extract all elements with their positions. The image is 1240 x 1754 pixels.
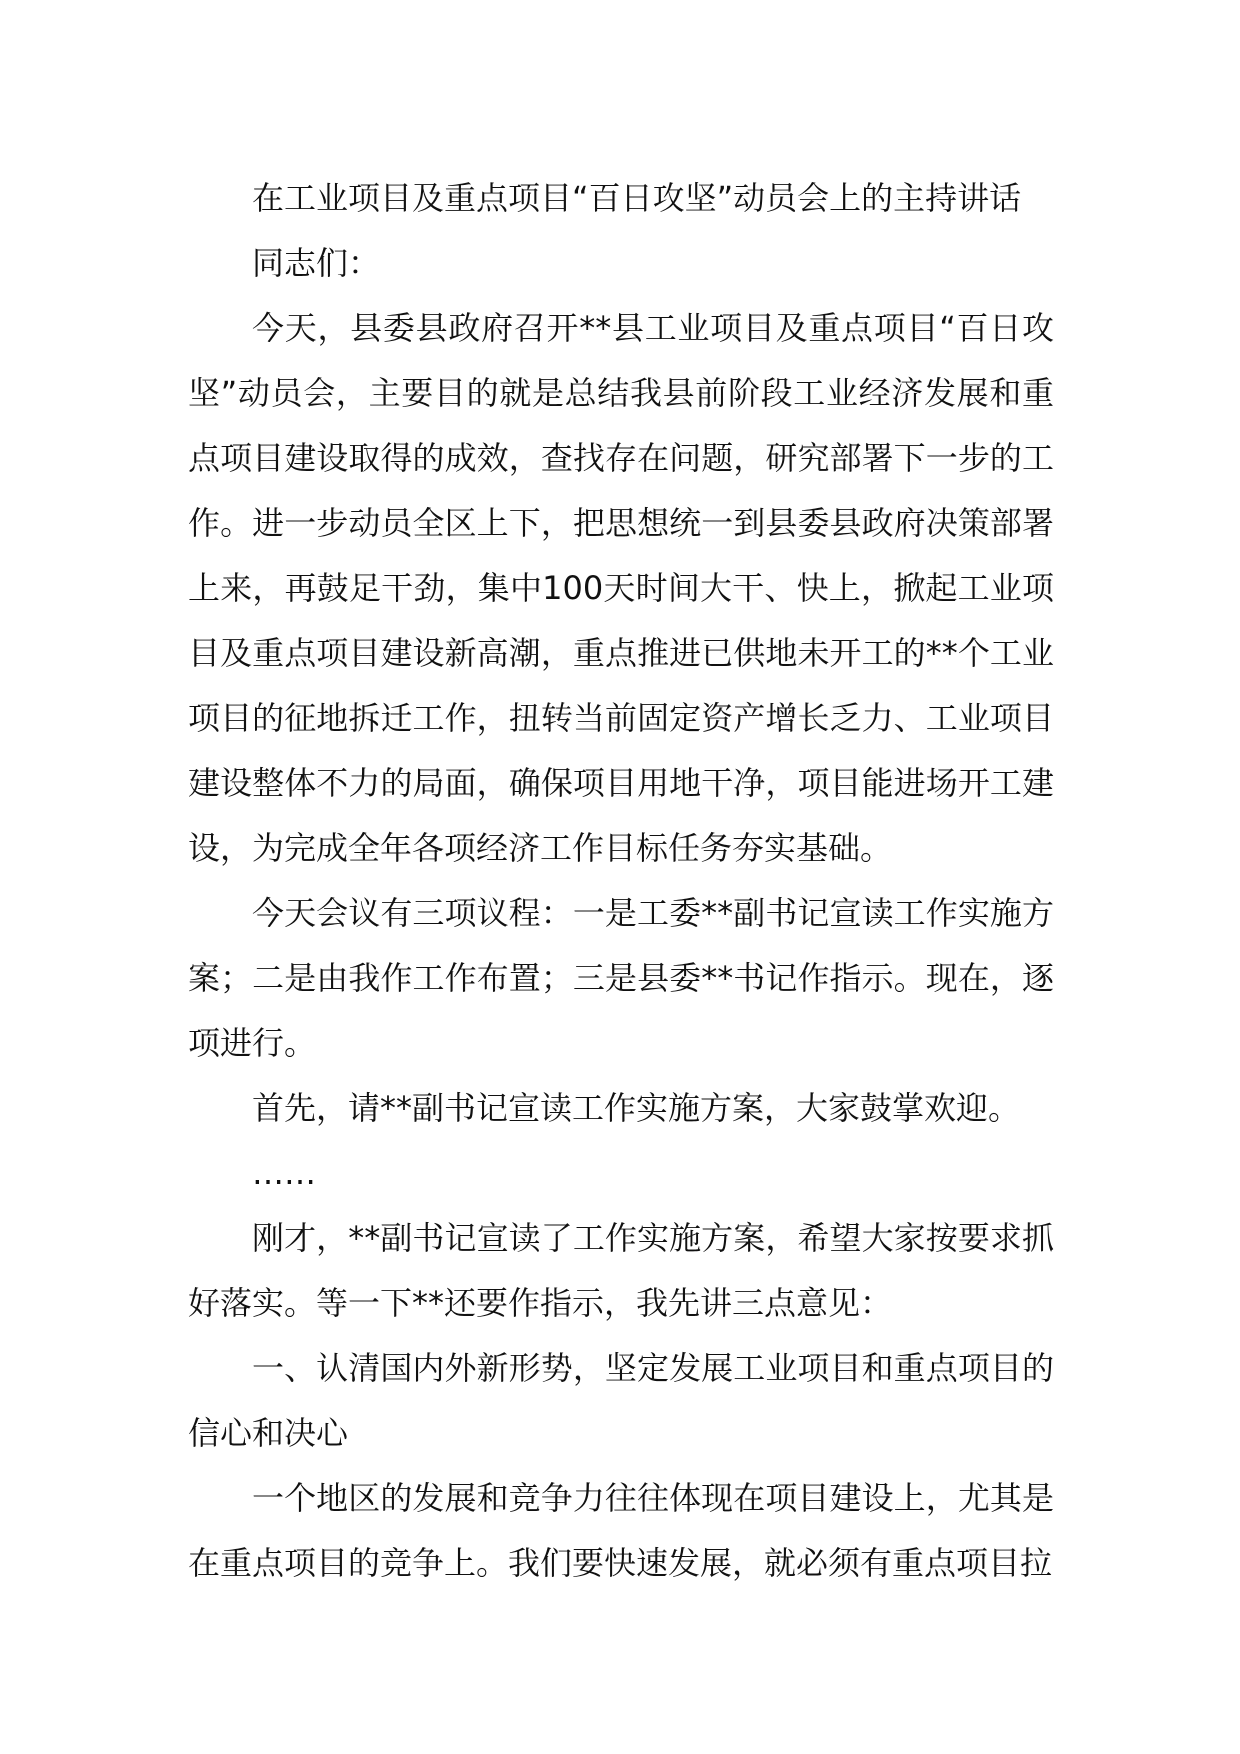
ellipsis-paragraph: …… — [252, 1154, 316, 1192]
document-body — [188, 166, 1054, 1596]
opening-paragraph: 今天，县委县政府召开**县工业项目及重点项目“百日攻坚”动员会，主要目的就是总结我县前阶段工业经济发展和重点项目建设取得的成效，查找存在问题，研究部署下一步的工作。进一步动员全区上下，把思想统一到县委县政府决策部署上来，再鼓足干劲，集中100天时间大干、快上，掀起工业项目及重点项目建设新高潮，重点推进已供地未开工的**个工业项目的征地拆迁工作，扭转当前固定资产增长乏力、工业项目建设整体不力的局面，确保项目用地干净，项目能进场开工建设，为完成全年各项经济工作目标任务夯实基础。 — [188, 309, 1054, 867]
section-1-paragraph: 一个地区的发展和竞争力往往体现在项目建设上，尤其是在重点项目的竞争上。我们要快速发展，就必须有重点项目拉 — [188, 1479, 1054, 1582]
first-item-paragraph: 首先，请**副书记宣读工作实施方案，大家鼓掌欢迎。 — [252, 1089, 1021, 1127]
salutation-paragraph: 同志们： — [252, 244, 381, 282]
transition-paragraph: 刚才，**副书记宣读了工作实施方案，希望大家按要求抓好落实。等一下**还要作指示，我先讲三点意见： — [188, 1219, 1054, 1322]
document-title: 在工业项目及重点项目“百日攻坚”动员会上的主持讲话 — [252, 179, 1022, 217]
section-heading-1: 一、认清国内外新形势，坚定发展工业项目和重点项目的信心和决心 — [188, 1349, 1054, 1452]
agenda-paragraph: 今天会议有三项议程：一是工委**副书记宣读工作实施方案；二是由我作工作布置；三是县委**书记作指示。现在，逐项进行。 — [188, 894, 1054, 1062]
